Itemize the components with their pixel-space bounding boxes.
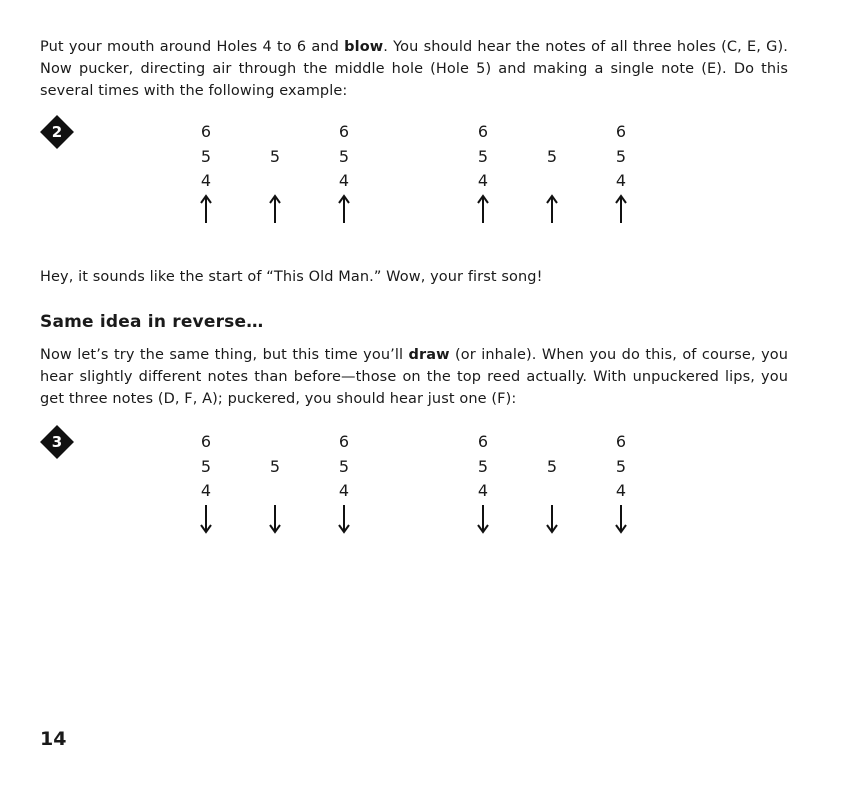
hole-5: 5 [200, 147, 212, 166]
tab-column [329, 430, 359, 550]
page-number: 14 [40, 728, 67, 750]
up-arrow-icon [537, 194, 567, 226]
example-3-tab [0, 430, 864, 560]
example-2-tab [0, 120, 864, 250]
section-bold-draw: draw [408, 347, 450, 363]
tab-column [606, 430, 636, 550]
comment-paragraph: Hey, it sounds like the start of “This Old Man.” Wow, your first song! [40, 269, 543, 285]
hole-5: 5 [269, 457, 281, 476]
hole-5: 5 [200, 457, 212, 476]
down-arrow-icon [606, 504, 636, 536]
section-heading: Same idea in reverse… [40, 312, 264, 332]
tab-column [191, 430, 221, 550]
tab-column [191, 120, 221, 240]
hole-6: 6 [477, 432, 489, 451]
hole-6: 6 [338, 432, 350, 451]
tab-column [468, 430, 498, 550]
hole-5: 5 [546, 457, 558, 476]
tab-column [260, 430, 290, 550]
section-paragraph [40, 344, 788, 410]
hole-5: 5 [338, 147, 350, 166]
hole-4: 4 [200, 481, 212, 500]
hole-4: 4 [615, 171, 627, 190]
tab-column [537, 120, 567, 240]
tab-column [260, 120, 290, 240]
tab-column [468, 120, 498, 240]
hole-5: 5 [477, 457, 489, 476]
up-arrow-icon [191, 194, 221, 226]
tab-column [537, 430, 567, 550]
down-arrow-icon [260, 504, 290, 536]
hole-5: 5 [338, 457, 350, 476]
hole-5: 5 [615, 457, 627, 476]
example-2-number: 2 [51, 123, 63, 141]
hole-4: 4 [200, 171, 212, 190]
down-arrow-icon [468, 504, 498, 536]
section-text-1: Now let’s try the same thing, but this time you’ll [40, 347, 409, 363]
hole-6: 6 [200, 122, 212, 141]
hole-4: 4 [477, 171, 489, 190]
hole-5: 5 [269, 147, 281, 166]
section-text-2: (or inhale). When you do this, of course, you hear slightly different notes than before—those on the top reed actually. With unpuckered lips, you get three notes (D, F, A); puckered, you should hear just one (F): [40, 347, 789, 407]
intro-text-1: Put your mouth around Holes 4 to 6 and [40, 39, 345, 55]
up-arrow-icon [260, 194, 290, 226]
up-arrow-icon [606, 194, 636, 226]
up-arrow-icon [329, 194, 359, 226]
hole-4: 4 [338, 481, 350, 500]
hole-4: 4 [338, 171, 350, 190]
down-arrow-icon [537, 504, 567, 536]
hole-5: 5 [546, 147, 558, 166]
intro-text-2: . You should hear the notes of all three holes (C, E, G). Now pucker, directing air through the middle hole (Hole 5) and making a single note (E). Do this several times with the following example: [40, 39, 788, 99]
hole-6: 6 [200, 432, 212, 451]
hole-5: 5 [477, 147, 489, 166]
tab-column [329, 120, 359, 240]
tab-column [606, 120, 636, 240]
up-arrow-icon [468, 194, 498, 226]
down-arrow-icon [191, 504, 221, 536]
intro-paragraph [40, 36, 788, 102]
intro-bold-blow: blow [344, 39, 384, 55]
down-arrow-icon [329, 504, 359, 536]
hole-6: 6 [477, 122, 489, 141]
hole-5: 5 [615, 147, 627, 166]
example-3-number: 3 [51, 433, 63, 451]
hole-6: 6 [615, 432, 627, 451]
hole-4: 4 [477, 481, 489, 500]
hole-6: 6 [338, 122, 350, 141]
hole-4: 4 [615, 481, 627, 500]
hole-6: 6 [615, 122, 627, 141]
